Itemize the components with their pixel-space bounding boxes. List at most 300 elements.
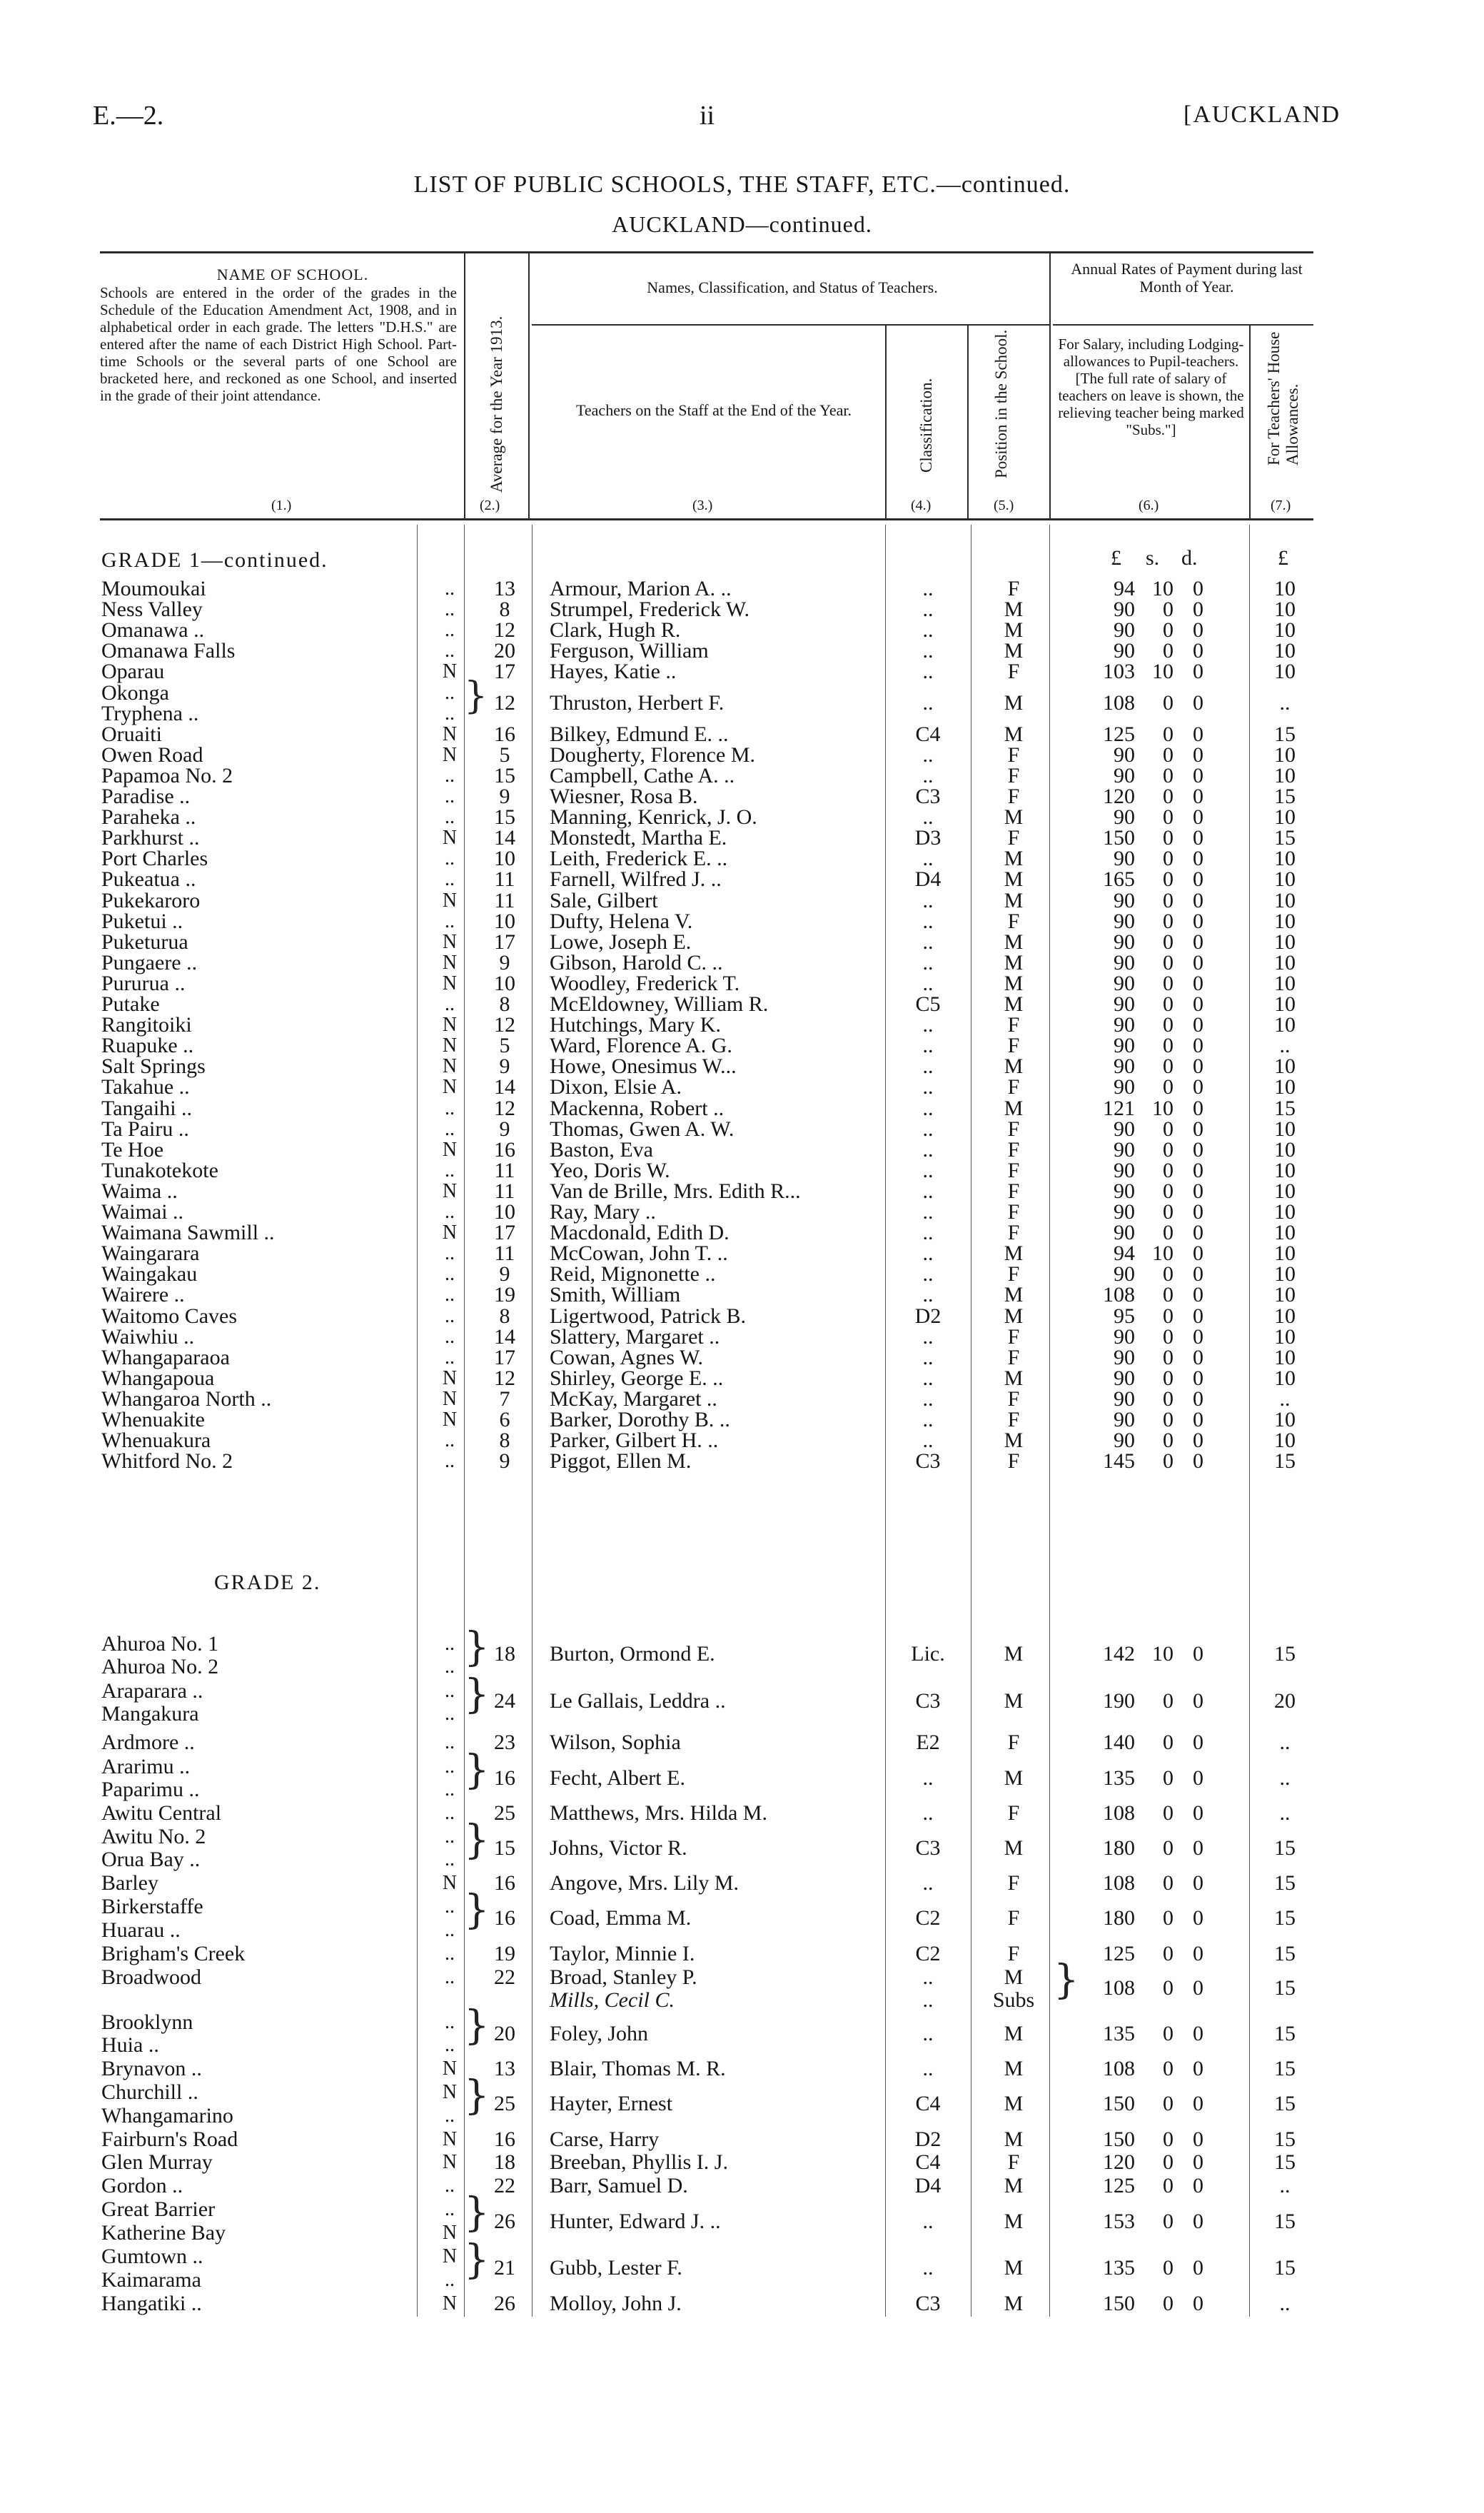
house-heading: For Teachers' House Allowances.: [1265, 331, 1301, 465]
salary-pounds: 90: [1114, 992, 1135, 1016]
teachers-heading: Teachers on the Staff at the End of the Year.: [576, 401, 852, 419]
salary-pounds: 190: [1103, 1689, 1135, 1713]
salary-pence: 0: [1193, 867, 1203, 891]
salary-shillings: 0: [1163, 1262, 1173, 1286]
school-name: Omanawa ..: [101, 618, 205, 642]
grade-2-heading: GRADE 2.: [214, 1571, 321, 1594]
salary-shillings: 0: [1163, 1801, 1173, 1825]
teacher-name: Broad, Stanley P.: [550, 1965, 697, 1989]
salary-pence: 0: [1193, 1262, 1203, 1286]
salary-pence: 0: [1193, 1429, 1203, 1452]
house-allowance: 10: [1274, 1221, 1296, 1244]
school-bracket: }: [464, 1747, 490, 1793]
teacher-classification: ..: [922, 1117, 934, 1141]
school-mark: N: [442, 1034, 458, 1057]
teacher-classification: D2: [914, 2127, 942, 2151]
school-average: 20: [494, 2022, 515, 2045]
teacher-position: M: [1004, 1283, 1024, 1306]
teacher-position: M: [1004, 1097, 1024, 1120]
teacher-position: M: [1004, 2256, 1024, 2280]
teacher-position: F: [1007, 1013, 1020, 1037]
teacher-position: M: [1004, 1766, 1024, 1790]
school-mark: ..: [445, 1919, 455, 1941]
teacher-name: Reid, Mignonette ..: [550, 1262, 716, 1286]
salary-pence: 0: [1193, 785, 1203, 808]
house-allowance: 15: [1274, 1836, 1296, 1860]
house-allowance: 10: [1274, 910, 1296, 933]
salary-shillings: 0: [1163, 1283, 1173, 1306]
teacher-classification: C5: [915, 992, 941, 1016]
teacher-position: M: [1004, 1304, 1024, 1328]
house-allowance: 10: [1274, 1054, 1296, 1078]
teacher-classification: ..: [922, 1387, 934, 1411]
salary-pounds: 90: [1114, 930, 1135, 954]
school-name: Awitu No. 2: [101, 1825, 206, 1848]
salary-shillings: 0: [1163, 1836, 1173, 1860]
salary-pounds: 90: [1114, 1054, 1135, 1078]
teacher-classification: ..: [922, 1242, 934, 1265]
salary-shillings: 0: [1163, 2292, 1173, 2315]
school-name: Tunakotekote: [101, 1159, 218, 1182]
teacher-position: F: [1007, 764, 1020, 787]
teacher-classification: ..: [922, 577, 934, 600]
salary-pence: 0: [1193, 1242, 1203, 1265]
school-mark: N: [442, 931, 458, 953]
salary-shillings: 0: [1163, 1117, 1173, 1141]
teacher-name: Dixon, Elsie A.: [550, 1075, 682, 1099]
teacher-position: F: [1007, 785, 1020, 808]
salary-pence: 0: [1193, 660, 1203, 683]
school-average: 9: [499, 1054, 510, 1078]
teacher-position: M: [1004, 691, 1024, 715]
teacher-position: M: [1004, 2292, 1024, 2315]
school-mark: ..: [445, 1159, 455, 1182]
school-mark: ..: [445, 619, 455, 641]
school-name: Owen Road: [101, 743, 203, 767]
salary-pence: 0: [1193, 1976, 1203, 2000]
salary-pounds: 95: [1114, 1304, 1135, 1328]
teacher-name: Monstedt, Martha E.: [550, 826, 727, 850]
salary-pounds: 90: [1114, 1408, 1135, 1431]
teacher-position: M: [1004, 847, 1024, 870]
house-allowance: 10: [1274, 639, 1296, 663]
school-mark: N: [442, 890, 458, 912]
teacher-classification: ..: [922, 805, 934, 829]
teacher-name: Strumpel, Frederick W.: [550, 598, 749, 621]
teacher-name: Thomas, Gwen A. W.: [550, 1117, 735, 1141]
col-number-3: (3.): [692, 498, 713, 513]
school-name: Great Barrier: [101, 2197, 216, 2221]
school-name: Waimai ..: [101, 1200, 184, 1224]
school-name: Papamoa No. 2: [101, 764, 233, 787]
house-allowance: 15: [1274, 826, 1296, 850]
col-number-1: (1.): [271, 498, 292, 513]
school-name: Whangaparaoa: [101, 1346, 230, 1369]
school-name: Waitomo Caves: [101, 1304, 238, 1328]
school-mark: N: [442, 2292, 458, 2315]
house-allowance: 15: [1274, 1906, 1296, 1930]
school-average: 10: [494, 847, 515, 870]
teacher-position: M: [1004, 1689, 1024, 1713]
school-name: Whenuakite: [101, 1408, 205, 1431]
school-mark: N: [442, 1409, 458, 1431]
col-number-6: (6.): [1139, 498, 1159, 513]
school-name: Putake: [101, 992, 160, 1016]
teacher-classification: C2: [915, 1942, 941, 1965]
school-average: 17: [494, 930, 515, 954]
teacher-position: M: [1004, 1836, 1024, 1860]
school-name: Salt Springs: [101, 1054, 206, 1078]
salary-shillings: 0: [1163, 847, 1173, 870]
house-allowance: 10: [1274, 1159, 1296, 1182]
house-allowance: 10: [1274, 1179, 1296, 1203]
school-name: Fairburn's Road: [101, 2127, 238, 2151]
salary-pounds: 135: [1103, 2256, 1135, 2280]
teacher-classification: C2: [915, 1906, 941, 1930]
teacher-name: Thruston, Herbert F.: [550, 691, 725, 715]
teacher-position: M: [1004, 2174, 1024, 2197]
teacher-name: Barr, Samuel D.: [550, 2174, 688, 2197]
teacher-classification: ..: [922, 1429, 934, 1452]
teacher-classification: ..: [922, 1801, 934, 1825]
teacher-position: F: [1007, 1449, 1020, 1473]
school-name: Whitford No. 2: [101, 1449, 233, 1473]
house-allowance: 20: [1274, 1689, 1296, 1713]
col-number-2: (2.): [480, 498, 500, 513]
house-allowance: 15: [1274, 1976, 1296, 2000]
school-name: Brynavon ..: [101, 2057, 202, 2080]
region-label: [AUCKLAND: [1183, 101, 1341, 128]
house-allowance: 10: [1274, 1200, 1296, 1224]
school-average: 16: [494, 2127, 515, 2151]
col-number-7: (7.): [1271, 498, 1291, 513]
house-allowance: 10: [1274, 743, 1296, 767]
teacher-position: M: [1004, 2210, 1024, 2233]
salary-pounds: 120: [1103, 2150, 1135, 2174]
school-name: Churchill ..: [101, 2080, 198, 2104]
school-average: 25: [494, 2092, 515, 2115]
school-mark: ..: [445, 1326, 455, 1348]
teacher-name: Leith, Frederick E. ..: [550, 847, 728, 870]
teacher-classification: ..: [922, 1766, 934, 1790]
school-name: Pururua ..: [101, 972, 186, 995]
school-average: 19: [494, 1942, 515, 1965]
school-average: 24: [494, 1689, 515, 1713]
salary-pence: 0: [1193, 1034, 1203, 1057]
salary-shillings: 10: [1152, 1097, 1173, 1120]
teacher-classification: ..: [922, 1013, 934, 1037]
salary-pounds: 108: [1103, 691, 1135, 715]
house-allowance: ..: [1279, 1387, 1291, 1411]
school-mark: N: [442, 1055, 458, 1077]
salary-pounds: 180: [1103, 1836, 1135, 1860]
school-average: 17: [494, 660, 515, 683]
house-allowance: 15: [1274, 785, 1296, 808]
teacher-name: McKay, Margaret ..: [550, 1387, 717, 1411]
salary-shillings: 0: [1163, 2092, 1173, 2115]
teacher-classification: ..: [922, 1054, 934, 1078]
school-average: 23: [494, 1731, 515, 1754]
teacher-classification: ..: [922, 1097, 934, 1120]
school-name: Ruapuke ..: [101, 1034, 194, 1057]
teacher-position: F: [1007, 1159, 1020, 1182]
school-average: 11: [494, 1159, 515, 1182]
school-average: 8: [499, 1429, 510, 1452]
teacher-position: M: [1004, 2022, 1024, 2045]
salary-pounds: 90: [1114, 639, 1135, 663]
school-average: 8: [499, 598, 510, 621]
salary-shillings: 0: [1163, 930, 1173, 954]
house-allowance: 10: [1274, 867, 1296, 891]
school-name: Ta Pairu ..: [101, 1117, 189, 1141]
school-name: Araparara ..: [101, 1679, 203, 1703]
house-allowance: 10: [1274, 1075, 1296, 1099]
school-mark: N: [442, 744, 458, 766]
teacher-classification: ..: [922, 951, 934, 975]
school-name: Katherine Bay: [101, 2221, 226, 2245]
school-mark: N: [442, 1014, 458, 1036]
house-allowance: 10: [1274, 618, 1296, 642]
teacher-position: M: [1004, 1965, 1024, 1989]
salary-pounds: 108: [1103, 1976, 1135, 2000]
salary-pounds: 135: [1103, 2022, 1135, 2045]
school-name: Awitu Central: [101, 1801, 222, 1825]
teacher-position: M: [1004, 639, 1024, 663]
school-name: Puketui ..: [101, 910, 183, 933]
teacher-name: Parker, Gilbert H. ..: [550, 1429, 719, 1452]
house-allowance: 10: [1274, 577, 1296, 600]
school-name: Huia ..: [101, 2033, 159, 2057]
teacher-name: Angove, Mrs. Lily M.: [550, 1871, 739, 1895]
school-mark: ..: [445, 910, 455, 932]
rates-heading: Annual Rates of Payment during last Month of Year.: [1071, 260, 1303, 296]
house-allowance: 15: [1274, 1871, 1296, 1895]
teacher-classification: C4: [915, 722, 941, 746]
school-name: Tryphena ..: [101, 702, 199, 725]
house-allowance: ..: [1279, 2292, 1291, 2315]
school-mark: ..: [445, 806, 455, 828]
teacher-classification: ..: [922, 1366, 934, 1390]
school-mark: ..: [445, 1097, 455, 1119]
teacher-classification: ..: [922, 639, 934, 663]
school-mark: ..: [445, 1263, 455, 1285]
teacher-name: Hutchings, Mary K.: [550, 1013, 721, 1037]
school-name: Ahuroa No. 1: [101, 1632, 219, 1656]
teacher-position: F: [1007, 1138, 1020, 1162]
house-allowance: 10: [1274, 1242, 1296, 1265]
school-name: Port Charles: [101, 847, 208, 870]
salary-pounds: 180: [1103, 1906, 1135, 1930]
teacher-name: Matthews, Mrs. Hilda M.: [550, 1801, 767, 1825]
salary-shillings: 0: [1163, 2022, 1173, 2045]
teacher-position: F: [1007, 1731, 1020, 1754]
salary-pounds: 90: [1114, 1159, 1135, 1182]
salary-pounds: 90: [1114, 1138, 1135, 1162]
school-mark: N: [442, 2245, 458, 2267]
school-mark: ..: [445, 2198, 455, 2220]
salary-shillings: 0: [1163, 1387, 1173, 1411]
school-name: Whangaroa North ..: [101, 1387, 272, 1411]
salary-pounds: 94: [1114, 1242, 1135, 1265]
school-mark: ..: [445, 1118, 455, 1140]
page-subtitle: AUCKLAND—continued.: [612, 211, 872, 237]
teacher-position: F: [1007, 1387, 1020, 1411]
salary-pence: 0: [1193, 1366, 1203, 1390]
salary-pence: 0: [1193, 1138, 1203, 1162]
position-heading: Position in the School.: [992, 329, 1010, 478]
teacher-position: M: [1004, 930, 1024, 954]
teacher-name: Manning, Kenrick, J. O.: [550, 805, 757, 829]
school-mark: ..: [445, 765, 455, 787]
salary-pence: 0: [1193, 1731, 1203, 1754]
teacher-position: F: [1007, 1117, 1020, 1141]
school-average: 11: [494, 1179, 515, 1203]
school-mark: ..: [445, 598, 455, 620]
school-name: Waimana Sawmill ..: [101, 1221, 275, 1244]
school-name: Oparau: [101, 660, 165, 683]
house-allowance: 15: [1274, 1942, 1296, 1965]
school-average: 19: [494, 1283, 515, 1306]
salary-shillings: 0: [1163, 1200, 1173, 1224]
salary-shillings: 0: [1163, 691, 1173, 715]
teacher-classification: ..: [922, 1159, 934, 1182]
school-mark: N: [442, 2128, 458, 2150]
teacher-position: M: [1004, 2057, 1024, 2080]
salary-pence: 0: [1193, 1642, 1203, 1666]
teacher-bracket: }: [1054, 1957, 1079, 2003]
school-mark: N: [442, 972, 458, 994]
school-mark: ..: [445, 1450, 455, 1472]
teacher-classification: D4: [914, 2174, 942, 2197]
school-mark: ..: [445, 1731, 455, 1753]
teacher-name: Armour, Marion A. ..: [550, 577, 732, 600]
teacher-name: Hayter, Ernest: [550, 2092, 673, 2115]
school-mark: ..: [445, 1825, 455, 1848]
school-name: Parkhurst ..: [101, 826, 200, 850]
school-mark: N: [442, 2222, 458, 2244]
school-average: 12: [494, 691, 515, 715]
salary-pounds: 150: [1103, 826, 1135, 850]
teacher-position: M: [1004, 972, 1024, 995]
school-bracket: }: [464, 675, 488, 717]
teacher-classification: ..: [922, 743, 934, 767]
school-average: 10: [494, 910, 515, 933]
house-allowance: 10: [1274, 1283, 1296, 1306]
salary-shillings: 0: [1163, 1179, 1173, 1203]
salary-pounds: 150: [1103, 2127, 1135, 2151]
school-average: 17: [494, 1221, 515, 1244]
teacher-position: F: [1007, 1346, 1020, 1369]
school-name: Gordon ..: [101, 2174, 183, 2197]
salary-shillings: 0: [1163, 1346, 1173, 1369]
school-mark: N: [442, 660, 458, 683]
school-average: 12: [494, 618, 515, 642]
average-heading: Average for the Year 1913.: [488, 316, 505, 493]
house-allowance: 15: [1274, 2210, 1296, 2233]
teacher-position: M: [1004, 889, 1024, 912]
school-mark: ..: [445, 1633, 455, 1655]
teacher-position: Subs: [992, 1988, 1035, 2012]
school-mark: ..: [445, 1429, 455, 1451]
house-allowance: 15: [1274, 2256, 1296, 2280]
teacher-position: F: [1007, 1262, 1020, 1286]
school-mark: N: [442, 1367, 458, 1389]
school-bracket: }: [464, 1624, 490, 1671]
salary-shillings: 0: [1163, 1138, 1173, 1162]
salary-shillings: 0: [1163, 1976, 1173, 2000]
teacher-classification: ..: [922, 1262, 934, 1286]
salary-pounds: 90: [1114, 910, 1135, 933]
school-note: Schools are entered in the order of the grades in the Schedule of the Education Amendment Act, 1908, and in alphabetical order in each grade. The letters "D.H.S." are entered after the name of each District High School. Part-time Schools or the several parts of one School are bracketed here, and reckoned as one School, and inserted in the grade of their joint attendance.: [100, 284, 457, 404]
school-name: Huarau ..: [101, 1918, 181, 1942]
salary-shillings: 0: [1163, 805, 1173, 829]
school-mark: N: [442, 2081, 458, 2103]
school-mark: ..: [445, 1802, 455, 1824]
teacher-name: Howe, Onesimus W...: [550, 1054, 737, 1078]
pound-symbol: £: [1111, 546, 1121, 570]
school-mark: ..: [445, 2105, 455, 2127]
teacher-classification: C3: [915, 2292, 941, 2315]
teacher-name: Ward, Florence A. G.: [550, 1034, 732, 1057]
school-average: 10: [494, 1200, 515, 1224]
house-allowance: 10: [1274, 764, 1296, 787]
school-bracket: }: [464, 1671, 490, 1718]
school-mark: ..: [445, 702, 455, 725]
pence-symbol: d.: [1181, 546, 1198, 570]
salary-pence: 0: [1193, 1117, 1203, 1141]
school-name: Waingakau: [101, 1262, 198, 1286]
salary-pounds: 90: [1114, 805, 1135, 829]
house-allowance: 10: [1274, 1408, 1296, 1431]
salary-pounds: 90: [1114, 1325, 1135, 1349]
teacher-classification: ..: [922, 2022, 934, 2045]
salary-shillings: 0: [1163, 1325, 1173, 1349]
house-allowance: 15: [1274, 722, 1296, 746]
salary-pence: 0: [1193, 930, 1203, 954]
col-number-4: (4.): [911, 498, 932, 513]
house-allowance: 10: [1274, 805, 1296, 829]
salary-shillings: 0: [1163, 598, 1173, 621]
salary-pounds: 103: [1103, 660, 1135, 683]
teacher-classification: ..: [922, 691, 934, 715]
school-name: Ahuroa No. 2: [101, 1655, 219, 1678]
teacher-name: Carse, Harry: [550, 2127, 660, 2151]
school-name: Paraheka ..: [101, 805, 196, 829]
salary-pence: 0: [1193, 951, 1203, 975]
teacher-classification: C3: [915, 785, 941, 808]
salary-pounds: 120: [1103, 785, 1135, 808]
school-name: Okonga: [101, 681, 169, 705]
salary-pounds: 90: [1114, 1221, 1135, 1244]
salary-shillings: 0: [1163, 1906, 1173, 1930]
salary-pence: 0: [1193, 598, 1203, 621]
house-allowance: 10: [1274, 972, 1296, 995]
school-mark: ..: [445, 640, 455, 662]
salary-pounds: 90: [1114, 1262, 1135, 1286]
teacher-name: Macdonald, Edith D.: [550, 1221, 730, 1244]
school-name: Rangitoiki: [101, 1013, 192, 1037]
teacher-name: Mills, Cecil C.: [550, 1988, 675, 2012]
salary-shillings: 0: [1163, 1304, 1173, 1328]
school-mark: ..: [445, 2034, 455, 2056]
salary-pence: 0: [1193, 1942, 1203, 1965]
school-mark: N: [442, 1222, 458, 1244]
salary-pence: 0: [1193, 1387, 1203, 1411]
teacher-position: M: [1004, 805, 1024, 829]
school-name: Pukekaroro: [101, 889, 201, 912]
salary-pounds: 153: [1103, 2210, 1135, 2233]
house-allowance: 10: [1274, 1013, 1296, 1037]
